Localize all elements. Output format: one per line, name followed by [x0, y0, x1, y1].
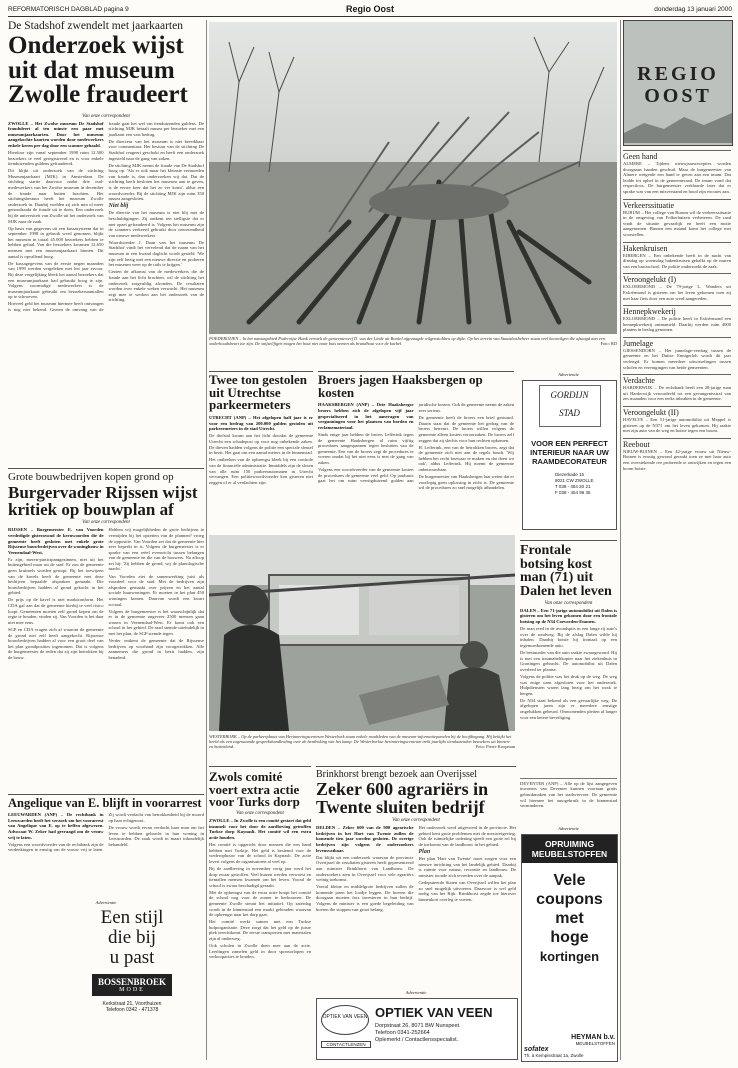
- column-divider: [620, 20, 621, 1060]
- gordijn-city: 8021 CW ZWOLLE: [555, 478, 594, 483]
- photo-caption-main: [209, 336, 617, 366]
- photo-westerbork: [209, 535, 515, 731]
- paragraph: De N34 staat bekend als een gevaarlijke weg. De afgelopen jaren zijn er meerdere ernstige ongelukken gebeurd. Omwonenden pleiten al langer voor een betere beveiliging.: [520, 697, 617, 720]
- paragraph: De directie van het museum is niet blij met de beschuldigingen. Zij ontkent ten stelligste dat er met opzet gefraudeerd is. Volgens het museum zijn de scanners verkeerd gebruikt door onwetendheid van nieuwe medewerkers.: [108, 210, 204, 238]
- ad-heyman: [521, 834, 618, 1062]
- article-body: [318, 402, 514, 532]
- paragraph: Gezien de afkomst van de medewerkers die de fraude aan het licht brachten, wil de stichting het onderzoek zorgvuldig afronden. De resultaten worden over enkele weken verwacht. Het museum zegt mee te werken aan het onderzoek van de stichting.: [108, 269, 204, 303]
- sidebar-logo-text: REGIO OOST: [637, 63, 719, 107]
- heyman-sub: MEUBELSTOFFEN: [575, 1041, 615, 1046]
- article-headline: Angelique van E. blijft in voorarrest: [8, 796, 202, 810]
- heyman-line2: coupons: [536, 891, 603, 908]
- masthead-paper: REFORMATORISCH DAGBLAD pagina 9: [8, 6, 129, 13]
- article-byline: Van onze correspondent: [236, 811, 284, 817]
- brief-text: HAVELTE – Een 51-jarige automobilist uit Meppel is gisteren op de N371 om het leven gekomen. Hij raakte met zijn auto van de weg en botste tegen een boom.: [623, 417, 731, 434]
- article-lead: LEEUWARDEN (ANP) – De rechtbank in Leeuwarden heeft het verzoek om het voorarrest van Angelique van E. op te heffen afgewezen. Advocaat W. Zeker had gevraagd om de vrouw vrij te laten.: [8, 812, 104, 840]
- vanveen-logo: [321, 1005, 369, 1035]
- gordijn-fax: F 038 - 454 96 35: [555, 490, 591, 495]
- brief-title: Verdachte: [623, 374, 731, 385]
- brief-item: [623, 150, 731, 195]
- article-kaynasli: [209, 766, 311, 1059]
- paragraph: De stichting MJK neemt de fraude van De Stadshof hoog op. 'Als er ook maar het kleinste vermoeden van fraude is, dan onderzoeken wij dat. Dat de stichting heeft besloten het museum aan te geven, is de eerste keer dat het zo ver komt', aldus een woordvoerder. Bij de stichting MJK zijn ruim 350 musea aangesloten.: [108, 162, 204, 202]
- brief-item: [623, 337, 731, 370]
- paragraph: De gemeente heeft de broers een brief gestuurd. Daarin staat dat de gemeente het gedrag van de broers betreurt. De broers willen volgens de gemeente alleen kosten veroorzaken. De broers zelf zeggen dat zij slechts voor hun rechten opkomen.: [418, 415, 514, 443]
- article-body: [209, 818, 311, 1046]
- article-byline: Van onze correspondent: [82, 520, 130, 526]
- article-byline: Van onze correspondent: [82, 113, 130, 119]
- paragraph: DEVENTER (ANP) – Alle op de lijst aangegeven inwoners van Deventer kunnen voortaan gratis gebruikmaken van het stadsvervoer. De gemeente wil hiermee het autogebruik in de binnenstad verminderen.: [520, 780, 617, 809]
- photo-credit: Foto: Pierre Koopman: [475, 744, 515, 750]
- gordijn-street: Diezerkade 15: [555, 472, 585, 477]
- column-divider: [206, 20, 207, 1060]
- article-dalen: [520, 540, 617, 831]
- paragraph: Er zijn, meren-participantgezinnen, niet uit het buitengebied maar uit de stad. Er zou de gemeente geen kruimels worden gestopt. Bij het toewijzen van de kavels heeft de gemeente met deze bedrijven bepaalde afspraken gemaakt. Die bouwbedrijven hadden al grond gekocht in het gebied.: [8, 556, 104, 596]
- ad-bossenbroek: [60, 908, 204, 1060]
- bossenbroek-line3: u past: [109, 947, 155, 968]
- article-rijssen: [8, 468, 204, 781]
- photo-westerbork-image: [209, 535, 515, 731]
- brief-text: GIESSENDORN – Het jumelage-verdrag tussen de gemeente en het Duitse Ennigerloh wordt dit jaar verlengd. Er komen meerdere uitwisselingen tussen scholen en verenigingen van beide gemeenten.: [623, 347, 731, 370]
- brief-item: [623, 242, 731, 270]
- paragraph: De bestuurder van die auto raakte zwaargewond. Hij is met een traumahelikopter naar het ziekenhuis in Groningen gebracht. De automobilist uit Dalen overleed ter plaatse.: [520, 650, 617, 672]
- article-body: [520, 608, 617, 778]
- ad-label: Advertentie: [558, 372, 579, 377]
- paragraph: De vrouw wordt ervan verdacht haar man om het leven te hebben gebracht in hun woning in Leeuwarden. De zaak wordt in maart inhoudelijk behandeld.: [108, 824, 204, 847]
- paragraph: Hebben wij mogelijkheden de grote bedrijven te vermijden bij het opzetten van de plannen? vroeg de oppositie. Van Voorden zei dat de gemeente hier zeer beperkt in is. Volgens de burgemeester is er sprake van een reëel evenwicht tussen belangen van de gemeente en die van de bouwers. Na afloop zei hij: 'Zij hebben de grond, wij de planologische macht.': [108, 527, 204, 572]
- paragraph: Bij de aardbeving in november vorig jaar werd het dorp zwaar getroffen. Veel huizen werden verwoest en tientallen mensen kwamen om het leven. Vooral de school is zwaar beschadigd geraakt.: [209, 865, 311, 888]
- heyman-address: Th. à Kempisstraat 1a, Zwolle: [524, 1053, 584, 1058]
- article-headline: Twee ton gestolen uit Utrechtse parkeermeters: [209, 372, 307, 413]
- paragraph: Ook scholen in Zwolle doen mee aan de actie. Leerlingen zamelen geld in door sponsorlopen en verkoopacties te houden.: [209, 943, 311, 960]
- paragraph: De directeur van het museum is niet bereikbaar voor commentaar. Het bestuur van de stichting De Stadshof reageert geschokt en heeft een onderzoek ingesteld naar de gang van zaken.: [108, 138, 204, 161]
- brief-title: Hennepkwekerij: [623, 305, 731, 316]
- brief-text: EXLOERMOND – De 79-jarige L. Wanders uit Exloërmond is gisteren om het leven gekomen toen zij met haar fiets door een auto werd aangereden.: [623, 284, 731, 301]
- article-headline: Broers jagen Haaksbergen op kosten: [318, 372, 483, 400]
- article-lead: ZWOLLE – Het Zwolse museum De Stadshof frauduleert al ten minste een paar met museumjaarkaarten. Door het museum aangekochte kaarten worden door medewerkers enkele keren per dag door een scanner gehaald.: [8, 120, 104, 148]
- caption-text: POEDEROIJEN – In het natuurgebied Poderoijse Hank vernielt de gemeentewerf D. van der Linde uit Boekel afgezaagde wilgenstobben op dijke. Op het terrein van Staatsbosbeheer staan veel knotwilgen die afzaagd aan een onderhoudsbeurt toe zijn. De snijsel/figen mogen het hout niet naar buis nemen als brandhout voor de kachel.: [209, 336, 605, 347]
- paragraph: Gedeputeerde Staten van Overijssel willen het plan zo snel mogelijk uitvoeren. Daarvoor is wel geld nodig van het Rijk. Brinkhorst zegde toe hierover binnenkort overleg te voeren.: [418, 880, 516, 902]
- vanveen-phone: Telefoon 0341-252664: [375, 1030, 430, 1036]
- article-utrecht: [209, 371, 313, 532]
- article-body: [209, 415, 313, 525]
- brief-title: Jumelage: [623, 337, 731, 348]
- article-subhead: Plan: [418, 848, 431, 855]
- article-lead: RIJSSEN – Burgemeester E. van Voorden verdedigde gisteravond de kernwoorden die de gemeente heeft gesloten met enkele grote Rijssense bouwbedrijven over de woningbouw in Veenendaal-West.: [8, 527, 104, 555]
- brief-title: Veroongelukt (I): [623, 273, 731, 284]
- paragraph: Het comité werkt samen met een Turkse hulporganisatie. Deze zorgt dat het geld op de juiste plek terechtkomt. De eerste transporten met materialen zijn al onderweg.: [209, 919, 311, 942]
- article-byline: Van onze correspondent: [392, 818, 440, 824]
- paragraph: Vooral kleine en middelgrote bedrijven zullen de komende jaren het loodje leggen. De boeren die doorgaan moeten fors investeren in hun bedrijf. Volgens de minister is een goede begeleiding van boeren die stoppen van groot belang.: [316, 884, 414, 912]
- paragraph: Op basis van gegevens uit een kassasysteem dat in september 1998 in gebruik werd genomen, blijkt het museum in totaal 45.000 bezoekers hebben te hebben gehad. Van die bezoekers kwamen 12.650 mensen met een museumjaarkaart binnen. Dit aantal is opvallend hoog.: [8, 225, 104, 259]
- gordijn-tel: T 038 - 454 20 21: [555, 484, 591, 489]
- heyman-top: OPRUIMING MEUBELSTOFFEN: [522, 835, 617, 863]
- bossenbroek-slogan: [60, 908, 204, 968]
- paragraph: Volgens een woordvoerder van de gemeente kosten de procedures de gemeente veel geld. Op jaarbasis gaat het om ruim veertigduizend gulden aan juridische kosten. Ook de gemeente neemt de zaken zeer serieus.: [318, 402, 514, 484]
- paragraph: Sinds enige jaar hebben de broers Lefferink tegen de gemeente Haaksbergen al ruim vijftig procedures aangespannen tegen besluiten van de gemeente. Een van de broers zegt de procedures te voeren omdat hij het niet eens is met de gang van zaken.: [318, 431, 414, 465]
- brief-title: Veroongelukt (II): [623, 406, 731, 417]
- bossenbroek-phone: Telefoon 0342 - 471378: [105, 1007, 159, 1013]
- masthead-section: Regio Oost: [345, 4, 394, 14]
- paragraph: Hoeveel geld het museum hiermee heeft ontvangen is nog niet bekend. Gezien de omvang van de fraude gaat het wel om tienduizenden guldens. De stichting MJK betaalt musea per bezoeker met een jaarkaart een vast bedrag.: [8, 120, 204, 312]
- brief-text: EIBERGEN – Een onbekende heeft in de nacht van dinsdag op woensdag hakenkruisen gekalkt op de muren van een basisschool. De politie onderzoekt de zaak.: [623, 252, 731, 269]
- sidebar-logo-art: [624, 103, 732, 143]
- ad-label: Advertentie: [558, 826, 579, 831]
- ad-label: Advertentie: [95, 900, 117, 905]
- photo-willow-stumps: [209, 22, 617, 334]
- brief-deventer: [520, 778, 617, 821]
- bossenbroek-logo: [92, 974, 172, 996]
- article-kicker: Grote bouwbedrijven kopen grond op: [8, 471, 174, 483]
- article-haaksbergen: [318, 371, 514, 532]
- heyman-line1: Vele: [553, 872, 586, 889]
- paragraph: Dat blijkt uit een onderzoek waarvan de provincie Overijssel de resultaten gisteren heeft gepresenteerd aan minister Brinkhorst van Landbouw. De onderzoekers zien in Overijssel voor vele agrariërs weinig toekomst.: [316, 854, 414, 883]
- gordijn-brand: GORDIJN STAD: [550, 390, 589, 418]
- sidebar-logo: [623, 20, 733, 146]
- article-body: [316, 825, 516, 985]
- photo-caption-westerbork: [209, 734, 515, 760]
- paragraph: Woordvoerder J. Daan van het museum De Stadshof vindt het vervelend dat de naam van het museum in een kwaad daglicht wordt gesteld. 'We zijn zelf bezig met een nieuwe directie en proberen het museum weer op de rails te krijgen.': [108, 239, 204, 268]
- ad-gordijn-stad: [522, 380, 617, 530]
- article-body: [8, 527, 204, 772]
- article-headline: Frontale botsing kost man (71) uit Dalen het leven: [520, 543, 612, 600]
- bossenbroek-address: Kerkstraat 21, Voorthuizen: [102, 1001, 162, 1007]
- brief-title: Verkeerssituatie: [623, 199, 731, 210]
- brief-item: [623, 199, 731, 238]
- article-lead: HAAKSBERGEN (ANP) – Drie Haaksbergse broers hebben zich de afgelopen vijf jaar gespecialiseerd in het aanvragen van vergunningen voor het plaatsen van borden en reclamemateriaal.: [318, 402, 414, 430]
- article-byline: Van onze correspondent: [544, 600, 593, 606]
- vanveen-badge: CONTACTLENZEN: [321, 1041, 371, 1048]
- heyman-slogan: [522, 871, 617, 966]
- gordijn-contact: [555, 472, 616, 496]
- brief-title: Geen hand: [623, 150, 731, 161]
- paragraph: Volgens de politie was het druk op de weg. De weg was enige uren afgesloten voor het onderzoek. Hulpdiensten waren lang bezig om het wrak te bergen.: [520, 673, 617, 696]
- brief-item: [623, 406, 731, 434]
- brief-text: BURUM – Het college van Burum wil de verkeerssituatie in de omgeving van Folkerhuizen verbeteren. De raad vindt de situatie gevaarlijk en heeft een motie aangenomen. Binnen een maand komt het college met voorstellen.: [623, 209, 731, 237]
- masthead-date: donderdag 13 januari 2000: [654, 6, 732, 13]
- article-headline: Zeker 600 agrariërs in Twente sluiten bedrijf: [316, 779, 489, 817]
- paragraph: Hierdoor zijn vanaf september 1998 ruim 12.500 bezoekers te veel geregistreerd en is voor enkele tienduizenden guldens gefraudeerd.: [8, 149, 104, 167]
- paragraph: De prijs op de kavel is niet marktconform. Het CDA gaf aan dat de gemeente hierbij te veel risico loopt. Gemeenten moeten zelf grond kopen om de regie te houden, vinden zij. Van Voorden is het daar niet mee eens.: [8, 597, 104, 625]
- article-subhead: Niet blij: [108, 202, 129, 209]
- article-kicker: Brinkhorst brengt bezoek aan Overijssel: [316, 769, 478, 780]
- article-museum: [8, 20, 204, 452]
- brief-item: [623, 305, 731, 333]
- heyman-brand: [524, 1034, 615, 1041]
- vanveen-details: [375, 1023, 461, 1044]
- article-headline: Burgervader Rijssen wijst kritiek op bouwplan af: [8, 483, 198, 519]
- article-body: [8, 121, 204, 451]
- paragraph: H. Lefferink, een van de betrokken broers, zegt dat de gemeente zich niet aan de regels houdt. 'Wij hebben het recht bezwaar te maken en dat doen we ook', aldus Lefferink. Hij noemt de gemeente onbetrouwbaar.: [418, 444, 514, 472]
- photo-credit: Foto: RD: [600, 341, 617, 347]
- article-headline: Onderzoek wijst uit dat museum Zwolle fraudeert: [8, 32, 188, 108]
- heyman-logo: sofatex: [524, 1046, 549, 1053]
- sidebar-briefs: [623, 150, 731, 1060]
- brief-text: HARDERWIJK – De rechtbank heeft een 28-jarige man uit Harderwijk veroordeeld tot een gevangenisstraf van zes maanden voor een reeks inbraken in de gemeente.: [623, 385, 731, 402]
- brief-text: NIEUW-BUINEN – Een 42-jarige vrouw uit Nieuw-Buinen is ernstig gewond geraakt toen ze met haar auto een overstekende ree probeerde te ontwijken en tegen een boom botste.: [623, 448, 731, 471]
- paragraph: Met de opbrengst van de extra actie hoopt het comité de school nog voor de zomer te herbouwen. De gemeente Zwolle steunt het initiatief. Op zaterdag wordt in de binnenstad een markt gehouden waarvan de opbrengst naar het dorp gaat.: [209, 889, 311, 918]
- caption-text: WESTERBORK – Op de parkeerplaats van Herinneringscentrum Westerbork staan enkele raadsleden van de museum-informatiepanelen bij de hoofdingang. Hij bekijkt het beeld als een zogenaamde gesprekshandleiding over de herdenking van het kamp. De Westerborkse herinneringscentrum trekt jaarlijks tienduizenden bezoekers uit binnen- en buitenland.: [209, 734, 512, 750]
- bossenbroek-line2: die bij: [107, 927, 157, 948]
- paragraph: SGP en CDA vragen zich af waarom de gemeente de grond niet zelf heeft aangekocht. Rijssense bouwbedrijven hadden al voor een groot deel van het plan grondposities ingenomen. Dat is volgens de burgemeester de reden dat zij zijn betrokken bij de bouw.: [8, 626, 104, 660]
- brief-item: [623, 273, 731, 301]
- bossenbroek-brand-sub: MODE: [119, 987, 145, 993]
- article-angelique: [8, 794, 204, 901]
- heyman-line3: met: [555, 910, 584, 927]
- vanveen-address: Dorpstraat 26, 8071 BW Nunspeet.: [375, 1023, 461, 1029]
- article-lead: DALEN – Een 71-jarige automobilist uit Dalen is gisteren om het leven gekomen door een frontale botsing op de N34 Coevorden-Emmen.: [520, 607, 617, 625]
- paragraph: Het ontbreken van de opbrengst bleek bij een controle van de financiële administratie. Inmiddels zijn de sloten van alle ruim 150 parkeerautomaten in Utrecht vervangen. Een politiewoordvoerder kon gisteren niet zeggen of er al verdachten zijn.: [209, 457, 313, 485]
- article-kicker: De Stadshof zwendelt met jaarkaarten: [8, 20, 183, 32]
- ad-optiek-van-veen: [316, 998, 518, 1060]
- paragraph: Van Voorden ziet de samenwerking juist als voordeel voor de stad. Met de bedrijven zijn afspraken gemaakt over prijzen en het aantal sociale huurwoningen. Er moeten in het plan 450 woningen komen. Daarvan wordt een kwart sociaal.: [108, 573, 204, 607]
- paragraph: Het plan 'Hart van Twente' moet zorgen voor een nieuwe inrichting van het landelijk gebied. Daarbij is ruimte voor natuur, recreatie en landbouw. De minister toonde zich tevreden over de aanpak.: [418, 856, 516, 878]
- brief-title: Reebout: [623, 438, 731, 449]
- gordijn-slogan: VOOR EEN PERFECT INTERIEUR NAAR UW RAAMDECORATEUR: [530, 439, 609, 466]
- article-brinkhorst: [316, 766, 516, 989]
- heyman-brand-text: HEYMAN b.v.: [571, 1034, 615, 1041]
- article-lead: ZWOLLE – In Zwolle is een comité gestart dat geld inzamelt voor het door de aardbeving getroffen Turkse dorp Kaynasli. Het comité wil een extra actie houden.: [209, 818, 311, 840]
- article-lead: DELDEN – Zeker 600 van de 900 agrarische bedrijven in het Hart van Twente zullen de komende tien jaar worden gesloten. De overige bedrijven zijn volgens de onderzoekers levensvatbaar.: [316, 825, 414, 853]
- paragraph: Dit blijkt uit onderzoek van de stichting Museumjaarkaart (MJK) in Amsterdam. De stichting startte daarvoor nadat drie oud-medewerkers van het Zwolse museum in december de fraude naar buiten brachten. Het stichtingsbestuur heeft het museum Zwolle onderzoek in. Daarbij voelden zij zich min of meer genoodzaakt de fraude uit te doen. Een onderzoek bij de universiteit van Zwolle uit het onderzoek van MJK naar de zaak.: [8, 168, 104, 224]
- vanveen-logo-text: OPTIEK VAN VEEN: [322, 1014, 368, 1020]
- paragraph: De burgemeester van Haaksbergen laat weten dat er voorlopig geen oplossing in zicht is. De gemeente wil de procedures zo snel mogelijk afhandelen.: [418, 474, 514, 491]
- paragraph: Volgens de burgemeester is het waarschijnlijk dat er in de gemeente ongeveer 2500 mensen gaan wonen in Veenendaal-West. Er komt ook een school in het gebied. De raad stemde uiteindelijk in met het plan; de SGP stemde tegen.: [108, 608, 204, 636]
- article-lead: UTRECHT (ANP) – Het afgelopen half jaar is er voor een bedrag van 200.000 gulden gestolen uit parkeermeters in de stad Utrecht.: [209, 415, 313, 432]
- bossenbroek-brand: BOSSENBROEK: [97, 977, 167, 987]
- gordijn-logo: [539, 385, 601, 427]
- vanveen-name: OPTIEK VAN VEEN: [375, 1005, 493, 1020]
- paragraph: De kassagegevens van de eerste negen maanden van 1999 werden vergeleken met het jaar ervoor. Bij deze vergelijking bleek het aantal bezoekers dat een museumjaarkaart had gebruikt hoog te zijn. Volgens voormalige medewerkers is de museumjaarkaart gebruikt om bezoekersaantallen op te schroeven.: [8, 260, 104, 300]
- article-body: [8, 812, 204, 890]
- brief-text: ALMERE – Tijdens nieuwjaarsrecepties worden doorgaans handen geschud. Maar de burgemeester van Almere weigerde een hand te geven aan een imam. Dat leidde tot ophef in de gemeenteraad. De imam vond dat respectloos. De burgemeester verklaarde later dat er sprake was van een misverstand en bood zijn excuses aan.: [623, 161, 731, 194]
- paragraph: Volgens een woordvoerder van de rechtbank zijn de verdenkingen te ernstig om de vrouw vrij te laten. Zij wordt verdacht van betrokkenheid bij de moord op haar echtgenoot.: [8, 812, 204, 853]
- brief-title: Hakenkruisen: [623, 242, 731, 253]
- brief-item: [623, 374, 731, 402]
- heyman-line4: hoge: [550, 929, 589, 946]
- bossenbroek-line1: Een stijl: [100, 908, 164, 928]
- ad-label: Advertentie: [405, 990, 427, 995]
- heyman-line5: kortingen: [539, 949, 600, 964]
- brief-item: [623, 438, 731, 471]
- masthead: [8, 4, 732, 17]
- paragraph: De diefstal kwam aan het licht doordat de gemeente Utrecht een schadepost op voor nog onbekende zaken. De dieven hadden volgens de politie een speciale sleutel in bezit. Het gaat om een aantal meters in de binnenstad.: [209, 433, 313, 456]
- paragraph: Het comité is opgericht door mensen die een band hebben met Turkije. Het geld is bestemd voor de wederopbouw van de school in Kaynasli. De actie levert volgens de organisatoren al veel op.: [209, 842, 311, 864]
- photo-willows-image: [209, 22, 617, 334]
- paragraph: De man reed in de avondspits in een lange rij auto's over de rondweg. Bij de afslag Dalen wilde hij inhalen. Daarbij botste hij frontaal op een tegemoetkomende auto.: [520, 626, 617, 648]
- heyman-footer: [524, 1034, 615, 1058]
- article-headline: Zwols comité voert extra actie voor Turks dorp: [209, 769, 300, 810]
- paragraph: Verder ontkent de gemeente dat de Rijssense bedrijven op voorhand zijn voorgetrokken. Alle aannemers die grond in bezit hadden, zijn benaderd.: [108, 638, 204, 660]
- paragraph: Het onderzoek werd uitgevoerd in de provincie. Het gebied kent grote problemen met de mestwetgeving. Ook de ruimtelijke ordening speelt een grote rol bij de toekomst van de landbouw in het gebied.: [418, 825, 516, 848]
- vanveen-extra: Oplemerkt / Contactlensspecialist.: [375, 1037, 459, 1043]
- brief-text: EXLOERMOND – De politie heeft in Exloërmond een hennepkwekerij ontmanteld. Daarbij werden ruim 4000 planten in beslag genomen.: [623, 316, 731, 333]
